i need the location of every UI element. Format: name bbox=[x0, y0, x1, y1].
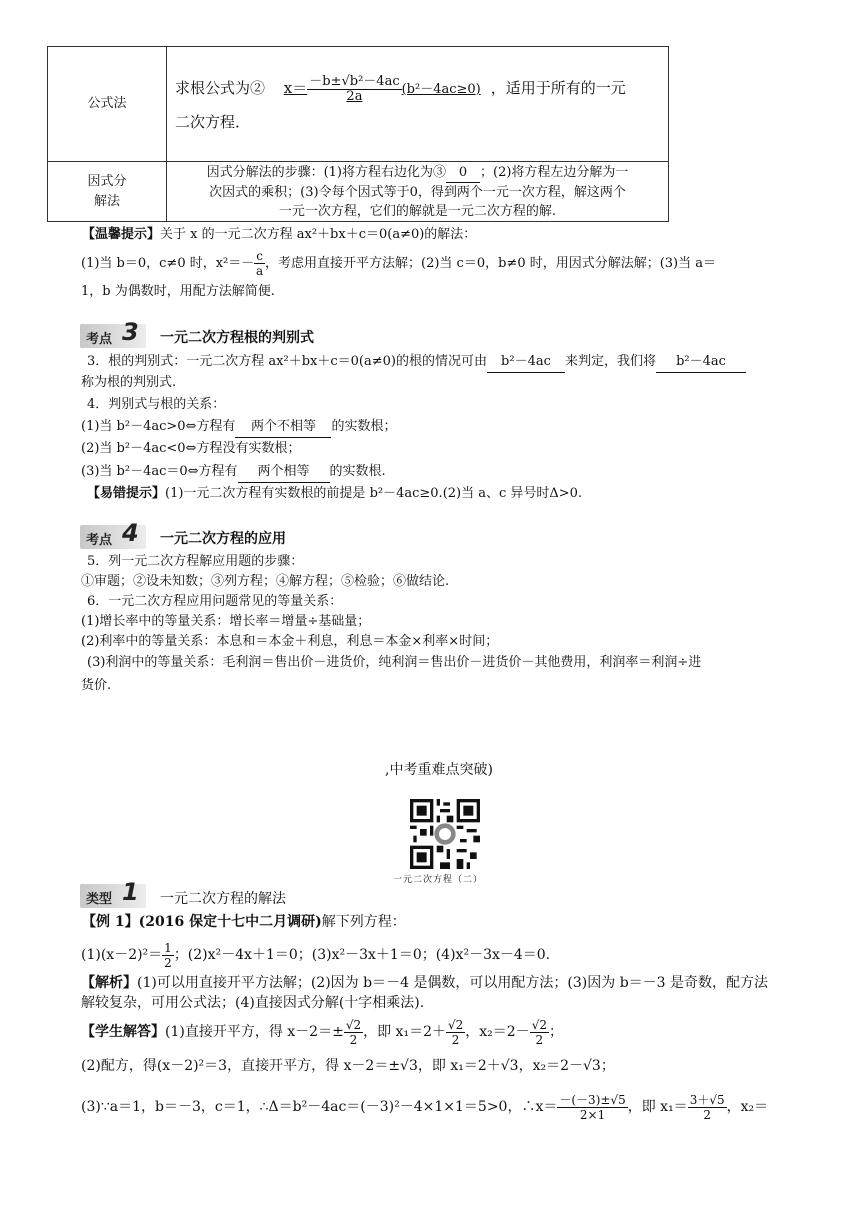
methods-table bbox=[47, 46, 669, 222]
analysis-line1: 【解析】(1)可以用直接开平方法解；(2)因为 b＝－4 是偶数，可以用配方法；(3)因为 b＝－3 是奇数，配方法 bbox=[81, 975, 769, 991]
k3-p4: 4．判别式与根的关系： bbox=[87, 397, 226, 412]
k3-p4-1: (1)当 b²－4ac>0⇔方程有 两个不相等 的实数根； bbox=[81, 417, 800, 438]
qr-code-image[interactable] bbox=[410, 799, 480, 869]
section-heading: ,中考重难点突破) bbox=[385, 762, 493, 778]
k4-p6-2: (2)利率中的等量关系：本息和＝本金＋利息，利息＝本金×利率×时间； bbox=[81, 634, 499, 649]
analysis-line2: 解较复杂，可用公式法；(4)直接因式分解(十字相乘法). bbox=[81, 995, 425, 1011]
kaodian3-badge: 考点 3 bbox=[80, 324, 146, 348]
k3-p3-line2: 称为根的判别式. bbox=[81, 375, 177, 390]
k4-p6-3b: 货价. bbox=[81, 678, 112, 693]
answer-line3: (3)∵a＝1，b＝－3，c＝1，∴Δ＝b²－4ac＝(－3)²－4×1×1＝5>0，∴x＝ $\frac{-(-3)\pm√5}{2\times 1}$ ，即 x₁＝ $\frac{3+√5}{2}$ ，x₂＝ bbox=[81, 1092, 769, 1122]
leixing1-badge: 类型 1 bbox=[80, 884, 146, 908]
tip1-line2: (1)当 b＝0，c≠0 时，x²＝－ $\frac{c}{a}$ ，考虑用直接开平方法解；(2)当 c＝0，b≠0 时，用因式分解法解；(3)当 a＝ bbox=[81, 249, 717, 278]
answer-line1: 【学生解答】(1)直接开平方，得 x－2＝± $\frac{√2}{2}$ ，即 x₁＝2＋ $\frac{√2}{2}$ ，x₂＝2－ $\frac{√2}{2}$ ； bbox=[81, 1017, 563, 1047]
leixing1-title: 一元二次方程的解法 bbox=[160, 891, 286, 907]
k4-p6-1: (1)增长率中的等量关系：增长率＝增量÷基础量； bbox=[81, 614, 371, 629]
k3-p3: 3．根的判别式：一元二次方程 ax²＋bx＋c＝0(a≠0)的根的情况可由 b²－4ac 来判定，我们将 b²－4ac bbox=[87, 352, 800, 373]
k4-p6: 6．一元二次方程应用问题常见的等量关系： bbox=[87, 594, 343, 609]
example1-equations: (1)(x－2)²＝ $\frac{1}{2}$ ；(2)x²－4x＋1＝0；(3)x²－3x＋1＝0；(4)x²－3x－4＝0. bbox=[81, 940, 551, 970]
k3-p4-3: (3)当 b²－4ac＝0⇔方程有 两个相等 的实数根. bbox=[81, 462, 800, 483]
tip1-line3: 1，b 为偶数时，用配方法解简便. bbox=[81, 284, 275, 299]
formula-method-content: 求根公式为② x＝ $\frac{\text{－b±√b²－4ac}}{2a}$ (b²－4ac≥0) ，适用于所有的一元 二次方程． bbox=[167, 47, 669, 162]
kaodian3-title: 一元二次方程根的判别式 bbox=[160, 330, 314, 346]
answer-line2: (2)配方，得(x－2)²＝3，直接开平方，得 x－2＝±√3，即 x₁＝2＋√3，x₂＝2－√3； bbox=[81, 1058, 615, 1074]
k4-p5: 5．列一元二次方程解应用题的步骤： bbox=[87, 554, 304, 569]
qr-caption: 一元二次方程（二） bbox=[393, 875, 484, 885]
example1-line: 【例 1】(2016 保定十七中二月调研)解下列方程： bbox=[82, 914, 406, 930]
kaodian4-badge: 考点 4 bbox=[80, 525, 146, 549]
k4-p5-steps: ①审题；②设未知数；③列方程；④解方程；⑤检验；⑥做结论. bbox=[81, 574, 450, 589]
method-label-factor: 因式分 解法 bbox=[48, 162, 167, 222]
k4-p6-3: (3)利润中的等量关系：毛利润＝售出价－进货价，纯利润＝售出价－进货价－其他费用，利润率＝利润÷进 bbox=[87, 655, 702, 670]
k3-tip: 【易错提示】(1)一元二次方程有实数根的前提是 b²－4ac≥0.(2)当 a、c 异号时Δ>0. bbox=[87, 486, 583, 501]
method-label-formula: 公式法 bbox=[48, 47, 167, 162]
k3-p4-2: (2)当 b²－4ac<0⇔方程没有实数根； bbox=[81, 441, 301, 456]
tip1-line1: 【温馨提示】关于 x 的一元二次方程 ax²＋bx＋c＝0(a≠0)的解法： bbox=[82, 227, 477, 242]
kaodian4-title: 一元二次方程的应用 bbox=[160, 531, 286, 547]
factor-method-content: 因式分解法的步骤：(1)将方程右边化为③ 0 ；(2)将方程左边分解为一 次因式的乘积；(3)令每个因式等于0，得到两个一元一次方程，解这两个 一元一次方程，它们的解就是一元二次方程的解. bbox=[167, 162, 669, 222]
